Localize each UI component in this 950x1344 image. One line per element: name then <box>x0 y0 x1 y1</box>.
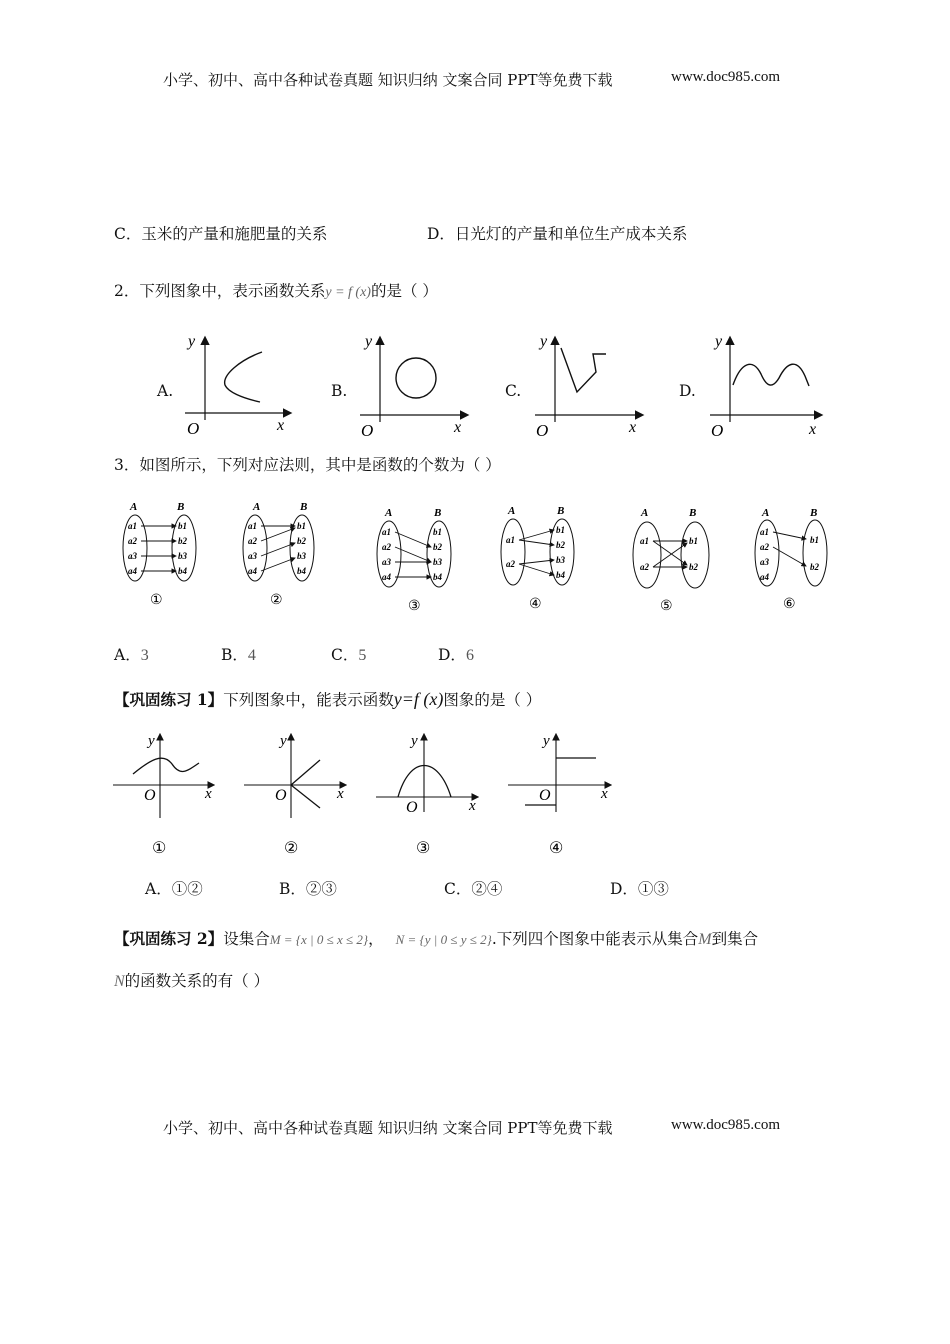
elem-a2: a2 <box>640 562 649 572</box>
elem-b4: b4 <box>556 570 565 580</box>
q2-graph-label-b: B. <box>331 382 348 400</box>
practice2-stem-line2: N的函数关系的有（ ） <box>114 972 270 990</box>
elem-b3: b3 <box>297 551 306 561</box>
footer-url[interactable]: www.doc985.com <box>671 1117 781 1133</box>
graph-label: ① <box>152 840 167 857</box>
graph-label: ② <box>284 840 299 857</box>
origin-label: O <box>187 419 200 438</box>
set-b-name: B <box>557 505 565 517</box>
elem-b1: b1 <box>556 525 565 535</box>
q3-option-b: B．4 <box>221 646 256 664</box>
axis-y-label: y <box>188 333 196 350</box>
elem-a3: a3 <box>760 557 769 567</box>
elem-b2: b2 <box>178 536 187 546</box>
svg-text:O: O <box>539 787 551 804</box>
elem-a4: a4 <box>248 566 257 576</box>
axis-x-label: x <box>277 417 285 434</box>
elem-a1: a1 <box>382 527 391 537</box>
axis-y-label: y <box>365 333 373 350</box>
set-a-name: A <box>130 501 138 513</box>
practice2-tag: 【巩固练习 2】 <box>114 929 224 948</box>
practice2-set-m: M = {x | 0 ≤ x ≤ 2} <box>269 932 369 947</box>
svg-text:O: O <box>144 787 156 804</box>
set-b-name: B <box>689 507 697 519</box>
axis-y-label: y <box>540 333 548 350</box>
elem-a1: a1 <box>640 536 649 546</box>
footer-text: 小学、初中、高中各种试卷真题 知识归纳 文案合同 PPT等免费下载 <box>163 1119 613 1137</box>
elem-a2: a2 <box>248 536 257 546</box>
q3-option-a: A．3 <box>114 646 149 664</box>
elem-a1: a1 <box>760 527 769 537</box>
practice2-stem-line1: 【巩固练习 2】设集合M = {x | 0 ≤ x ≤ 2}， N = {y | 0 ≤ y ≤ 2}.下列四个图象中能表示从集合M到集合 <box>114 929 759 948</box>
elem-b2: b2 <box>689 562 698 572</box>
q3-stem: 3．如图所示，下列对应法则，其中是函数的个数为（ ） <box>114 456 501 474</box>
elem-b4: b4 <box>297 566 306 576</box>
header-url[interactable]: www.doc985.com <box>671 69 781 85</box>
diagram-label: ⑥ <box>783 597 796 612</box>
header-text: 小学、初中、高中各种试卷真题 知识归纳 文案合同 PPT等免费下载 <box>163 71 613 89</box>
q2-stem-suffix: 的是（ ） <box>370 282 438 300</box>
elem-b4: b4 <box>433 572 442 582</box>
set-b-name: B <box>300 501 308 513</box>
elem-a1: a1 <box>128 521 137 531</box>
diagram-label: ① <box>150 593 163 608</box>
set-a-name: A <box>253 501 261 513</box>
graph-label: ④ <box>549 840 564 857</box>
set-b-name: B <box>434 507 442 519</box>
elem-a3: a3 <box>128 551 137 561</box>
elem-b2: b2 <box>556 540 565 550</box>
elem-b1: b1 <box>297 521 306 531</box>
practice1-graph-2 <box>244 733 345 857</box>
elem-b2: b2 <box>297 536 306 546</box>
elem-a4: a4 <box>382 572 391 582</box>
elem-b1: b1 <box>810 535 819 545</box>
elem-b3: b3 <box>556 555 565 565</box>
graph-label: ③ <box>416 840 431 857</box>
elem-a3: a3 <box>382 557 391 567</box>
diagram-label: ② <box>270 593 283 608</box>
svg-text:O: O <box>275 787 287 804</box>
axis-x-label: x <box>629 419 637 436</box>
diagram-label: ③ <box>408 599 421 614</box>
q2-graph-label-a: A. <box>157 382 174 400</box>
origin-label: O <box>711 421 724 440</box>
elem-a2: a2 <box>506 559 515 569</box>
set-a-name: A <box>641 507 649 519</box>
elem-a1: a1 <box>506 535 515 545</box>
practice1-option-b: B．②③ <box>279 880 337 898</box>
elem-a4: a4 <box>128 566 137 576</box>
origin-label: O <box>361 421 374 440</box>
q2-formula: y = f (x) <box>325 285 371 300</box>
practice1-tag: 【巩固练习 1】 <box>114 690 224 709</box>
elem-b4: b4 <box>178 566 187 576</box>
svg-text:y: y <box>411 733 418 749</box>
elem-a2: a2 <box>760 542 769 552</box>
set-b-name: B <box>810 507 818 519</box>
svg-text:x: x <box>601 786 608 802</box>
svg-text:x: x <box>469 798 476 814</box>
svg-text:x: x <box>205 786 212 802</box>
elem-b3: b3 <box>178 551 187 561</box>
practice1-option-d: D．①③ <box>610 880 669 898</box>
practice1-formula: y=f (x) <box>393 689 444 709</box>
svg-text:y: y <box>148 733 155 749</box>
set-a-name: A <box>762 507 770 519</box>
set-a-name: A <box>508 505 516 517</box>
q2-graph-label-c: C. <box>505 382 522 400</box>
svg-text:x: x <box>337 786 344 802</box>
axis-y-label: y <box>715 333 723 350</box>
q2-stem-prefix: 2．下列图象中，表示函数关系 <box>114 282 326 300</box>
diagram-label: ⑤ <box>660 599 673 614</box>
axis-x-label: x <box>809 421 817 438</box>
q1-option-c: C．玉米的产量和施肥量的关系 <box>114 225 328 243</box>
q2-graph-label-d: D. <box>679 382 696 400</box>
practice1-graph-3 <box>376 733 477 857</box>
set-a-name: A <box>385 507 393 519</box>
practice1-option-a: A．①② <box>145 880 203 898</box>
axis-x-label: x <box>454 419 462 436</box>
svg-text:y: y <box>543 733 550 749</box>
elem-a2: a2 <box>382 542 391 552</box>
practice1-graph-4 <box>508 733 610 857</box>
elem-a4: a4 <box>760 572 769 582</box>
q3-option-c: C．5 <box>331 646 367 664</box>
elem-a3: a3 <box>248 551 257 561</box>
elem-a1: a1 <box>248 521 257 531</box>
svg-text:y: y <box>280 733 287 749</box>
elem-a2: a2 <box>128 536 137 546</box>
elem-b1: b1 <box>433 527 442 537</box>
elem-b1: b1 <box>689 536 698 546</box>
elem-b2: b2 <box>810 562 819 572</box>
svg-text:O: O <box>406 799 418 816</box>
origin-label: O <box>536 421 549 440</box>
q1-option-d: D．日光灯的产量和单位生产成本关系 <box>427 225 688 243</box>
practice2-set-n: N = {y | 0 ≤ y ≤ 2} <box>395 932 492 947</box>
elem-b3: b3 <box>433 557 442 567</box>
elem-b2: b2 <box>433 542 442 552</box>
diagram-label: ④ <box>529 597 542 612</box>
practice1-graph-1 <box>113 733 213 857</box>
q3-option-d: D．6 <box>438 646 474 664</box>
practice1-stem: 【巩固练习 1】下列图象中，能表示函数y=f (x)图象的是（ ） <box>114 689 542 709</box>
practice1-option-c: C．②④ <box>444 880 503 898</box>
set-b-name: B <box>177 501 185 513</box>
elem-b1: b1 <box>178 521 187 531</box>
